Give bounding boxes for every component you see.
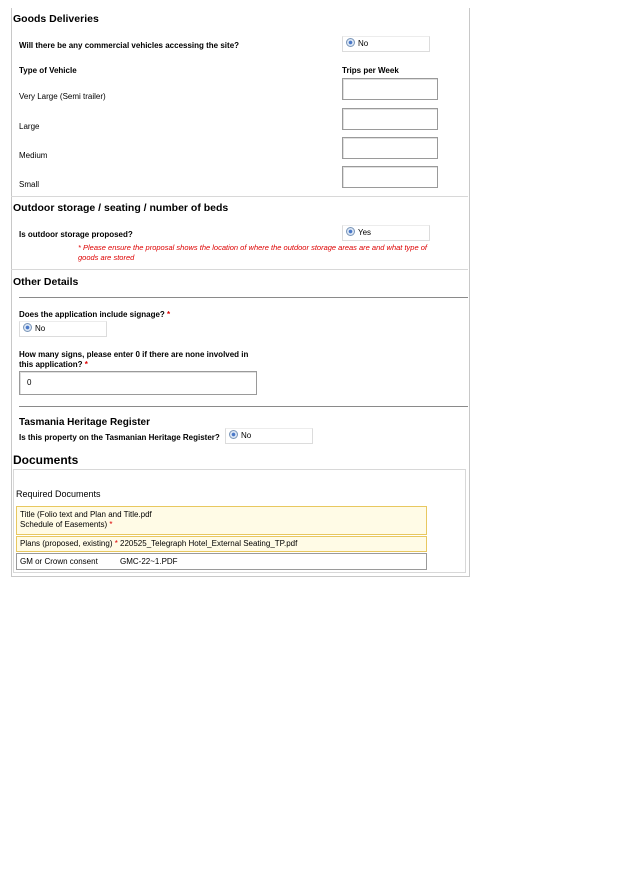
signage-radio[interactable] — [19, 321, 107, 337]
document-file-link[interactable]: 220525_Telegraph Hotel_External Seating_TP.pdf — [120, 539, 298, 548]
document-row-title[interactable]: Title (Folio text and Plan and Title.pdf Schedule of Easements) * — [16, 506, 427, 535]
trips-input-medium[interactable] — [342, 137, 438, 159]
required-mark: * — [114, 539, 118, 548]
document-row-gm-consent[interactable]: GM or Crown consent GMC-22~1.PDF — [16, 553, 427, 570]
radio-selected-icon — [346, 38, 355, 47]
trips-input-large[interactable] — [342, 108, 438, 130]
heritage-rule — [19, 406, 468, 407]
vehicle-label-medium: Medium — [19, 151, 48, 160]
heritage-answer: No — [241, 431, 252, 440]
signage-answer: No — [35, 324, 46, 333]
vehicle-label-small: Small — [19, 180, 40, 189]
outdoor-storage-note — [78, 243, 448, 263]
document-file-link[interactable]: GMC-22~1.PDF — [120, 557, 178, 566]
type-of-vehicle-header: Type of Vehicle — [19, 66, 77, 75]
outdoor-note-line1: * Please ensure the proposal shows the location of where the outdoor storage areas are and what type of — [78, 243, 427, 252]
vehicle-label-large: Large — [19, 122, 40, 131]
signage-question: Does the application include signage? * — [19, 310, 171, 319]
signs-count-input[interactable]: 0 — [19, 371, 257, 395]
signs-count-question: How many signs, please enter 0 if there are none involved in this application? * — [19, 350, 249, 369]
heritage-title: Tasmania Heritage Register — [19, 417, 150, 428]
commercial-vehicles-answer: No — [358, 39, 369, 48]
required-documents-heading: Required Documents — [16, 489, 101, 499]
other-details-title: Other Details — [13, 276, 79, 288]
commercial-vehicles-radio[interactable] — [342, 36, 430, 52]
required-mark: * — [109, 520, 113, 529]
heritage-question: Is this property on the Tasmanian Heritage Register? — [19, 433, 220, 442]
required-mark: * — [167, 310, 171, 319]
documents-title: Documents — [13, 453, 79, 467]
outdoor-storage-radio[interactable] — [342, 225, 430, 241]
other-details-rule — [19, 297, 468, 298]
heritage-radio[interactable] — [225, 428, 313, 444]
vehicle-label-very-large: Very Large (Semi trailer) — [19, 92, 106, 101]
section-divider — [11, 196, 468, 197]
document-row-plans[interactable]: Plans (proposed, existing) * 220525_Telegraph Hotel_External Seating_TP.pdf — [16, 536, 427, 552]
trips-input-very-large[interactable] — [342, 78, 438, 100]
commercial-vehicles-question: Will there be any commercial vehicles accessing the site? — [19, 41, 240, 50]
required-mark: * — [84, 360, 88, 369]
radio-selected-icon — [346, 227, 355, 236]
outdoor-storage-question: Is outdoor storage proposed? — [19, 230, 133, 239]
outdoor-section-title: Outdoor storage / seating / number of beds — [13, 202, 229, 214]
radio-selected-icon — [23, 323, 32, 332]
section-divider — [11, 269, 468, 270]
goods-section-title: Goods Deliveries — [13, 13, 99, 25]
radio-selected-icon — [229, 430, 238, 439]
outdoor-note-line2: goods are stored — [78, 253, 135, 262]
trips-per-week-header: Trips per Week — [342, 66, 399, 75]
outdoor-storage-answer: Yes — [358, 228, 372, 237]
trips-input-small[interactable] — [342, 166, 438, 188]
